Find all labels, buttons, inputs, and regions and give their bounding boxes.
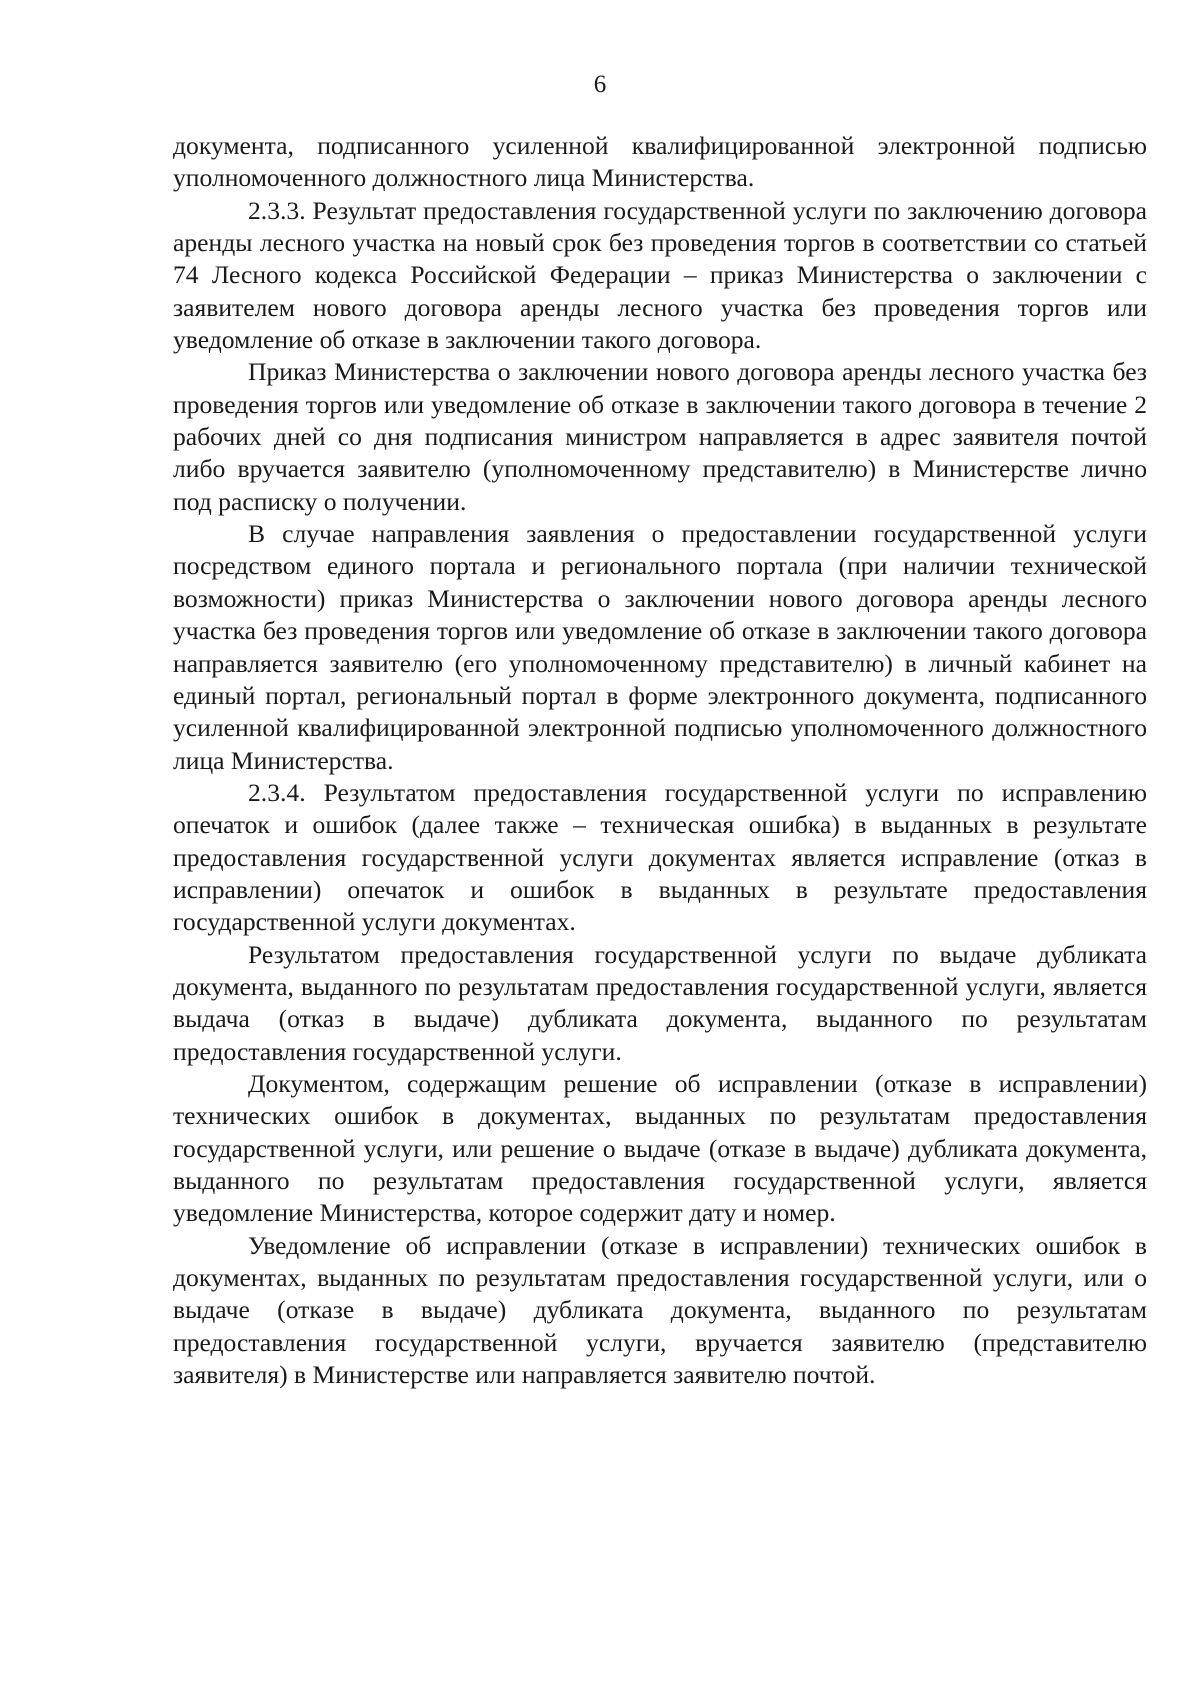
paragraph-order-delivery: Приказ Министерства о заключении нового договора аренды лесного участка без проведения торгов или уведомление об отказе в заключении такого договора в течение 2 рабочих дней со дня подписания министром направляется в адрес заявителя почтой либо вручается заявителю (уполномоченному представителю) в Министерстве лично под расписку о получении. — [173, 357, 1147, 516]
paragraph-decision-document: Документом, содержащим решение об исправлении (отказе в исправлении) технических ошибок в документах, выданных по результатам предоставления государственной услуги, или решение о выдаче (отказе в выдаче) дубликата документа, выданного по результатам предоставления государственной услуги, является уведомление Министерства, которое содержит дату и номер. — [173, 1068, 1147, 1228]
document-body — [173, 130, 1147, 1391]
paragraph-notification-delivery: Уведомление об исправлении (отказе в исправлении) технических ошибок в документах, выданных по результатам предоставления государственной услуги, или о выдаче (отказе в выдаче) дубликата документа, выданного по результатам предоставления государственной услуги, вручается заявителю (представителю заявителя) в Министерстве или направляется заявителю почтой. — [173, 1230, 1147, 1390]
paragraph-2-3-3: 2.3.3. Результат предоставления государственной услуги по заключению договора аренды лесного участка на новый срок без проведения торгов в соответствии со статьей 74 Лесного кодекса Российской Федерации – приказ Министерства о заключении с заявителем нового договора аренды лесного участка без проведения торгов или уведомление об отказе в заключении такого договора. — [173, 195, 1147, 355]
paragraph-duplicate-result: Результатом предоставления государственной услуги по выдаче дубликата документа, выданного по результатам предоставления государственной услуги, является выдача (отказ в выдаче) дубликата документа, выданного по результатам предоставления государственной услуги. — [173, 939, 1147, 1066]
page-number: 6 — [593, 71, 607, 98]
paragraph-continuation: документа, подписанного усиленной квалифицированной электронной подписью уполномоченного должностного лица Министерства. — [173, 131, 1147, 193]
paragraph-2-3-4: 2.3.4. Результатом предоставления государственной услуги по исправлению опечаток и ошибок (далее также – техническая ошибка) в выданных в результате предоставления государственной услуги документах является исправление (отказ в исправлении) опечаток и ошибок в выданных в результате предоставления государственной услуги документах. — [173, 777, 1147, 937]
paragraph-portal-delivery: В случае направления заявления о предоставлении государственной услуги посредством единого портала и регионального портала (при наличии технической возможности) приказ Министерства о заключении нового договора аренды лесного участка без проведения торгов или уведомление об отказе в заключении такого договора направляется заявителю (его уполномоченному представителю) в личный кабинет на единый портал, региональный портал в форме электронного документа, подписанного усиленной квалифицированной электронной подписью уполномоченного должностного лица Министерства. — [173, 519, 1147, 775]
